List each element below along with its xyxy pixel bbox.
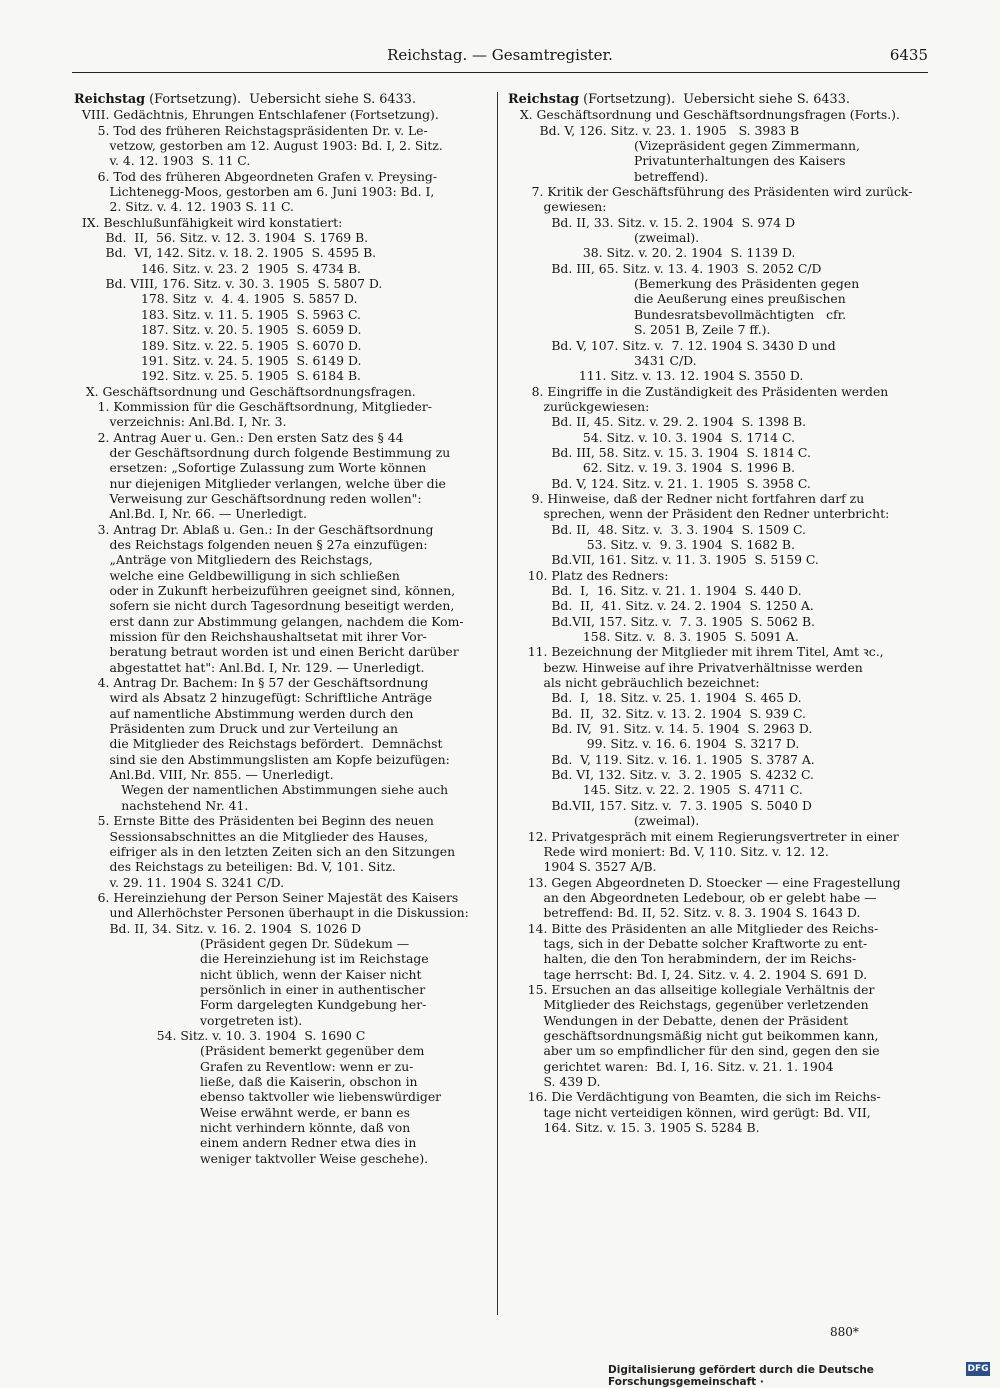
right-column — [508, 92, 928, 1135]
left-column — [74, 92, 488, 1166]
left-column-heading — [74, 92, 488, 107]
right-heading-rest: (Fortsetzung). Uebersicht siehe S. 6433. — [579, 92, 850, 107]
funding-note: Digitalisierung gefördert durch die Deutsche Forschungsgemeinschaft · — [608, 1364, 874, 1388]
running-title: Reichstag. — Gesamtregister. — [387, 46, 613, 64]
column-divider — [497, 92, 498, 1315]
left-column-text: VIII. Gedächtnis, Ehrungen Entschlafener (Fortsetzung). 5. Tod des früheren Reichstagspräsidenten Dr. v. Le- vetzow, gestorben am 12. August 1903: Bd. I, 2. Sitz. v. 4. 12. 1903 S. 11 C. 6. Tod des früheren Abgeordneten Grafen v. Preysing- Lichtenegg-Moos, gestorben am 6. Juni 1903: Bd. I, 2. Sitz. v. 4. 12. 1903 S. 11 C. IX. Beschlußunfähigkeit wird konstatiert: Bd. II, 56. Sitz. v. 12. 3. 1904 S. 1769 B. Bd. VI, 142. Sitz. v. 18. 2. 1905 S. 4595 B. 146. Sitz. v. 23. 2 1905 S. 4734 B. Bd. VIII, 176. Sitz. v. 30. 3. 1905 S. 5807 D. 178. Sitz v. 4. 4. 1905 S. 5857 D. 183. Sitz. v. 11. 5. 1905 S. 5963 C. 187. Sitz. v. 20. 5. 1905 S. 6059 D. 189. Sitz. v. 22. 5. 1905 S. 6070 D. 191. Sitz. v. 24. 5. 1905 S. 6149 D. 192. Sitz. v. 25. 5. 1905 S. 6184 B. X. Geschäftsordnung und Geschäftsordnungsfragen. 1. Kommission für die Geschäftsordnung, Mitglieder- verzeichnis: Anl.Bd. I, Nr. 3. 2. Antrag Auer u. Gen.: Den ersten Satz des § 44 der Geschäftsordnung durch folgende Bestimmung zu ersetzen: „Sofortige Zulassung zum Worte können nur diejenigen Mitglieder verlangen, welche über die Verweisung zur Geschäftsordnung reden wollen": Anl.Bd. I, Nr. 66. — Unerledigt. 3. Antrag Dr. Ablaß u. Gen.: In der Geschäftsordnung des Reichstags folgenden neuen § 27a einzufügen: „Anträge von Mitgliedern des Reichstags, welche eine Geldbewilligung in sich schließen oder in Zukunft herbeizuführen geeignet sind, können, sofern sie nicht durch Tagesordnung beseitigt werden, erst dann zur Abstimmung gelangen, nachdem die Kom- mission für den Reichshaushaltsetat mit ihrer Vor- beratung betraut worden ist und einen Bericht darüber abgestattet hat": Anl.Bd. I, Nr. 129. — Unerledigt. 4. Antrag Dr. Bachem: In § 57 der Geschäftsordnung wird als Absatz 2 hinzugefügt: Schriftliche Anträge auf namentliche Abstimmung werden durch den Präsidenten zum Druck und zur Verteilung an die Mitglieder des Reichstags befördert. Demnächst sind sie den Abstimmungslisten am Kopfe beizufügen: Anl.Bd. VIII, Nr. 855. — Unerledigt. Wegen der namentlichen Abstimmungen siehe auch nachstehend Nr. 41. 5. Ernste Bitte des Präsidenten bei Beginn des neuen Sessionsabschnittes an die Mitglieder des Hauses, eifriger als in den letzten Zeiten sich an den Sitzungen des Reichstags zu beteiligen: Bd. V, 101. Sitz. v. 29. 11. 1904 S. 3241 C/D. 6. Hereinziehung der Person Seiner Majestät des Kaisers und Allerhöchster Personen überhaupt in die Diskussion: Bd. II, 34. Sitz. v. 16. 2. 1904 S. 1026 D (Präsident gegen Dr. Südekum — die Hereinziehung ist im Reichstage nicht üblich, wenn der Kaiser nicht persönlich in einer in authentischer Form dargelegten Kundgebung her- vorgetreten ist). 54. Sitz. v. 10. 3. 1904 S. 1690 C (Präsident bemerkt gegenüber dem Grafen zu Reventlow: wenn er zu- ließe, daß die Kaiserin, obschon in ebenso taktvoller wie liebenswürdiger Weise erwähnt werde, er bann es nicht verhindern könnte, daß von einem andern Redner etwa dies in weniger taktvoller Weise geschehe). — [81, 107, 469, 1166]
right-heading-keyword: Reichstag — [508, 92, 580, 107]
signature-number: 880* — [830, 1325, 859, 1339]
right-column-text: X. Geschäftsordnung und Geschäftsordnungsfragen (Forts.). Bd. V, 126. Sitz. v. 23. 1. 1905 S. 3983 B (Vizepräsident gegen Zimmermann, Privatunterhaltungen des Kaisers betreffend). 7. Kritik der Geschäftsführung des Präsidenten wird zurück- gewiesen: Bd. II, 33. Sitz. v. 15. 2. 1904 S. 974 D (zweimal). 38. Sitz. v. 20. 2. 1904 S. 1139 D. Bd. III, 65. Sitz. v. 13. 4. 1903 S. 2052 C/D (Bemerkung des Präsidenten gegen die Aeußerung eines preußischen Bundesratsbevollmächtigten cfr. S. 2051 B, Zeile 7 ff.). Bd. V, 107. Sitz. v. 7. 12. 1904 S. 3430 D und 3431 C/D. 111. Sitz. v. 13. 12. 1904 S. 3550 D. 8. Eingriffe in die Zuständigkeit des Präsidenten werden zurückgewiesen: Bd. II, 45. Sitz. v. 29. 2. 1904 S. 1398 B. 54. Sitz. v. 10. 3. 1904 S. 1714 C. Bd. III, 58. Sitz. v. 15. 3. 1904 S. 1814 C. 62. Sitz. v. 19. 3. 1904 S. 1996 B. Bd. V, 124. Sitz. v. 21. 1. 1905 S. 3958 C. 9. Hinweise, daß der Redner nicht fortfahren darf zu sprechen, wenn der Präsident den Redner unterbricht: Bd. II, 48. Sitz. v. 3. 3. 1904 S. 1509 C. 53. Sitz. v. 9. 3. 1904 S. 1682 B. Bd.VII, 161. Sitz. v. 11. 3. 1905 S. 5159 C. 10. Platz des Redners: Bd. I, 16. Sitz. v. 21. 1. 1904 S. 440 D. Bd. II, 41. Sitz. v. 24. 2. 1904 S. 1250 A. Bd.VII, 157. Sitz. v. 7. 3. 1905 S. 5062 B. 158. Sitz. v. 8. 3. 1905 S. 5091 A. 11. Bezeichnung der Mitglieder mit ihrem Titel, Amt ꝛc., bezw. Hinweise auf ihre Privatverhältnisse werden als nicht gebräuchlich bezeichnet: Bd. I, 18. Sitz. v. 25. 1. 1904 S. 465 D. Bd. II, 32. Sitz. v. 13. 2. 1904 S. 939 C. Bd. IV, 91. Sitz. v. 14. 5. 1904 S. 2963 D. 99. Sitz. v. 16. 6. 1904 S. 3217 D. Bd. V, 119. Sitz. v. 16. 1. 1905 S. 3787 A. Bd. VI, 132. Sitz. v. 3. 2. 1905 S. 4232 C. 145. Sitz. v. 22. 2. 1905 S. 4711 C. Bd.VII, 157. Sitz. v. 7. 3. 1905 S. 5040 D (zweimal). 12. Privatgespräch mit einem Regierungsvertreter in einer Rede wird moniert: Bd. V, 110. Sitz. v. 12. 12. 1904 S. 3527 A/B. 13. Gegen Abgeordneten D. Stoecker — eine Fragestellung an den Abgeordneten Ledebour, ob er gelebt habe — betreffend: Bd. II, 52. Sitz. v. 8. 3. 1904 S. 1643 D. 14. Bitte des Präsidenten an alle Mitglieder des Reichs- tags, sich in der Debatte solcher Kraftworte zu ent- halten, die den Ton herabmindern, der im Reichs- tage herrscht: Bd. I, 24. Sitz. v. 4. 2. 1904 S. 691 D. 15. Ersuchen an das allseitige kollegiale Verhältnis der Mitglieder des Reichstags, gegenüber verletzenden Wendungen in der Debatte, denen der Präsident geschäftsordnungsmäßig nicht gut beikommen kann, aber um so empfindlicher für den sind, gegen den sie gerichtet waren: Bd. I, 16. Sitz. v. 21. 1. 1904 S. 439 D. 16. Die Verdächtigung von Beamten, die sich im Reichs- tage nicht verteidigen können, wird gerügt: Bd. VII, 164. Sitz. v. 15. 3. 1905 S. 5284 B. — [519, 107, 913, 1136]
dfg-logo-icon: DFG — [967, 1364, 989, 1374]
page-header — [72, 46, 928, 70]
left-heading-keyword: Reichstag — [74, 92, 146, 107]
left-heading-rest: (Fortsetzung). Uebersicht siehe S. 6433. — [145, 92, 416, 107]
right-column-heading — [508, 92, 928, 107]
page-number: 6435 — [889, 46, 928, 64]
header-rule — [72, 72, 928, 73]
